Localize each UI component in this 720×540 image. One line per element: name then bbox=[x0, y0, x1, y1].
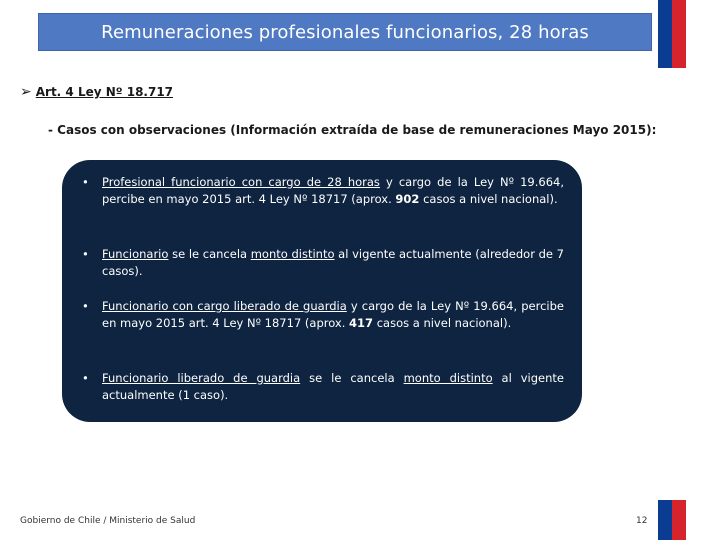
bullet-item bbox=[82, 298, 564, 332]
bullet-plain-text: al vigente actualmente (alrededor de 7 casos). bbox=[102, 247, 564, 278]
bullet-case-count: 417 bbox=[349, 316, 374, 330]
bullet-underlined-text: Funcionario con cargo liberado de guardia bbox=[102, 299, 347, 313]
bullet-plain-text: casos a nivel nacional). bbox=[373, 316, 512, 330]
page-number: 12 bbox=[636, 516, 648, 526]
bullet-underlined-text: Profesional funcionario con cargo de 28 horas bbox=[102, 175, 380, 189]
arrow-bullet-icon: ➢ bbox=[20, 84, 32, 100]
flag-blue-band bbox=[658, 0, 672, 68]
bullet-dot: • bbox=[82, 175, 89, 189]
bullet-item bbox=[82, 246, 564, 280]
footer-institution: Gobierno de Chile / Ministerio de Salud bbox=[20, 516, 196, 526]
bullet-text bbox=[102, 298, 564, 332]
bullet-plain-text: al vigente actualmente (1 caso). bbox=[102, 371, 564, 402]
flag-stripe-bottom bbox=[658, 500, 686, 540]
cases-subtitle: - Casos con observaciones (Información extraída de base de remuneraciones Mayo 2015): bbox=[48, 123, 657, 137]
bullet-underlined-text: monto distinto bbox=[403, 371, 493, 385]
article-reference bbox=[20, 84, 173, 100]
slide-title-bar bbox=[38, 13, 652, 51]
cases-panel bbox=[62, 160, 582, 422]
bullet-plain-text: se le cancela bbox=[300, 371, 404, 385]
bullet-item bbox=[82, 370, 564, 404]
bullet-text bbox=[102, 370, 564, 404]
bullet-underlined-text: monto distinto bbox=[250, 247, 335, 261]
flag-red-band bbox=[672, 500, 686, 540]
bullet-underlined-text: Funcionario bbox=[102, 247, 169, 261]
bullet-dot: • bbox=[82, 371, 89, 385]
bullet-plain-text: se le cancela bbox=[168, 247, 251, 261]
slide-title: Remuneraciones profesionales funcionarios, 28 horas bbox=[101, 21, 589, 43]
flag-blue-band bbox=[658, 500, 672, 540]
bullet-case-count: 902 bbox=[395, 192, 420, 206]
flag-stripe-top bbox=[658, 0, 686, 68]
bullet-plain-text: y cargo de la Ley Nº 19.664, percibe en mayo 2015 art. 4 Ley Nº 18717 (aprox. bbox=[102, 175, 565, 206]
bullet-item bbox=[82, 174, 564, 208]
bullet-underlined-text: Funcionario liberado de guardia bbox=[102, 371, 301, 385]
bullet-text bbox=[102, 174, 564, 208]
article-reference-text: Art. 4 Ley Nº 18.717 bbox=[35, 85, 174, 99]
flag-red-band bbox=[672, 0, 686, 68]
bullet-text bbox=[102, 246, 564, 280]
bullet-plain-text: casos a nivel nacional). bbox=[419, 192, 558, 206]
bullet-dot: • bbox=[82, 299, 89, 313]
bullet-plain-text: y cargo de la Ley Nº 19.664, percibe en mayo 2015 art. 4 Ley Nº 18717 (aprox. bbox=[102, 299, 564, 330]
bullet-dot: • bbox=[82, 247, 89, 261]
